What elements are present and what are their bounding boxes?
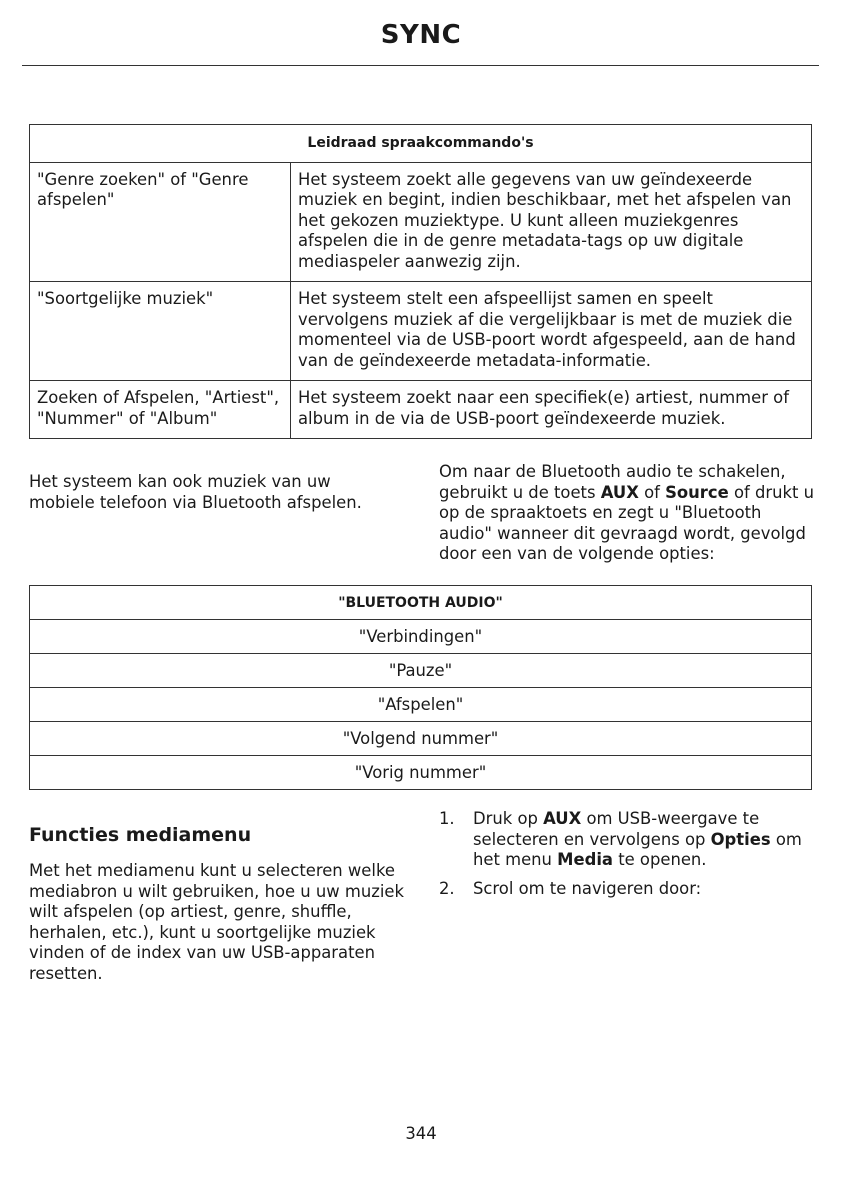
description-cell: Het systeem zoekt naar een specifiek(e) artiest, nummer of album in de via de USB-poort geïndexeerde muziek. — [291, 381, 812, 439]
command-cell: Zoeken of Afspelen, "Artiest", "Nummer" of "Album" — [30, 381, 291, 439]
bluetooth-table-heading: "BLUETOOTH AUDIO" — [30, 586, 812, 620]
source-key-label: Source — [665, 482, 729, 502]
aux-key-label: AUX — [543, 809, 582, 828]
text-fragment: of drukt u op de spraaktoets en zegt u "Bluetooth audio" wanneer dit gevraagd wordt, gevolgd door een van de volgende opties: — [439, 482, 815, 563]
media-menu-paragraph: Met het mediamenu kunt u selecteren welke mediabron u wilt gebruiken, hoe u uw muziek wilt afspelen (op artiest, genre, shuffle, herhalen, etc.), kunt u soortgelijke muziek vinden of de index van uw USB-apparaten resetten. — [29, 861, 404, 983]
steps-list — [439, 809, 819, 907]
description-cell: Het systeem zoekt alle gegevens van uw geïndexeerde muziek en begint, indien beschikbaar, met het afspelen van het gekozen muziektype. U kunt alleen muziekgenres afspelen die in de genre metadata-tags op uw digitale mediaspeler aanwezig zijn. — [291, 162, 812, 282]
page-number: 344 — [405, 1124, 437, 1143]
table-row — [30, 654, 812, 688]
header-divider — [22, 65, 819, 66]
text-fragment: of — [638, 482, 666, 502]
text-fragment: te openen. — [613, 850, 707, 869]
table-header-row — [30, 125, 812, 163]
table-row — [30, 688, 812, 722]
media-menu-label: Media — [557, 850, 613, 869]
bluetooth-switch-paragraph — [439, 462, 819, 565]
bluetooth-intro-paragraph: Het systeem kan ook muziek van uw mobiele telefoon via Bluetooth afspelen. — [29, 472, 362, 512]
table-row — [30, 282, 812, 381]
list-item — [439, 879, 819, 900]
options-key-label: Opties — [710, 829, 771, 849]
step-number: 2. — [439, 878, 455, 898]
option-cell: "Vorig nummer" — [30, 756, 812, 790]
option-cell: "Afspelen" — [30, 688, 812, 722]
page-title: SYNC — [380, 20, 462, 50]
table-row — [30, 756, 812, 790]
section-heading: Functies mediamenu — [29, 824, 252, 846]
text-fragment: om het menu — [473, 829, 802, 869]
text-fragment: Druk op — [473, 809, 544, 828]
aux-key-label: AUX — [600, 482, 639, 502]
voice-commands-table — [29, 124, 812, 439]
table-row — [30, 381, 812, 439]
command-cell: "Genre zoeken" of "Genre afspelen" — [30, 162, 291, 282]
bluetooth-audio-table — [29, 585, 812, 790]
command-cell: "Soortgelijke muziek" — [30, 282, 291, 381]
option-cell: "Volgend nummer" — [30, 722, 812, 756]
table-row — [30, 722, 812, 756]
table-row — [30, 620, 812, 654]
option-cell: "Verbindingen" — [30, 620, 812, 654]
list-item — [439, 809, 819, 871]
voice-table-heading: Leidraad spraakcommando's — [30, 125, 812, 163]
step-number: 1. — [439, 809, 455, 828]
text-fragment: om USB-weergave te selecteren en vervolgens op — [473, 809, 760, 849]
description-cell: Het systeem stelt een afspeellijst samen en speelt vervolgens muziek af die vergelijkbaar is met de muziek die momenteel via de USB-poort wordt afgespeeld, aan de hand van de geïndexeerde metadata-informatie. — [291, 282, 812, 381]
table-row — [30, 162, 812, 282]
option-cell: "Pauze" — [30, 654, 812, 688]
text-fragment: Om naar de Bluetooth audio te schakelen, gebruikt u de toets — [439, 462, 786, 502]
table-header-row — [30, 586, 812, 620]
text-fragment: Scrol om te navigeren door: — [473, 878, 702, 898]
